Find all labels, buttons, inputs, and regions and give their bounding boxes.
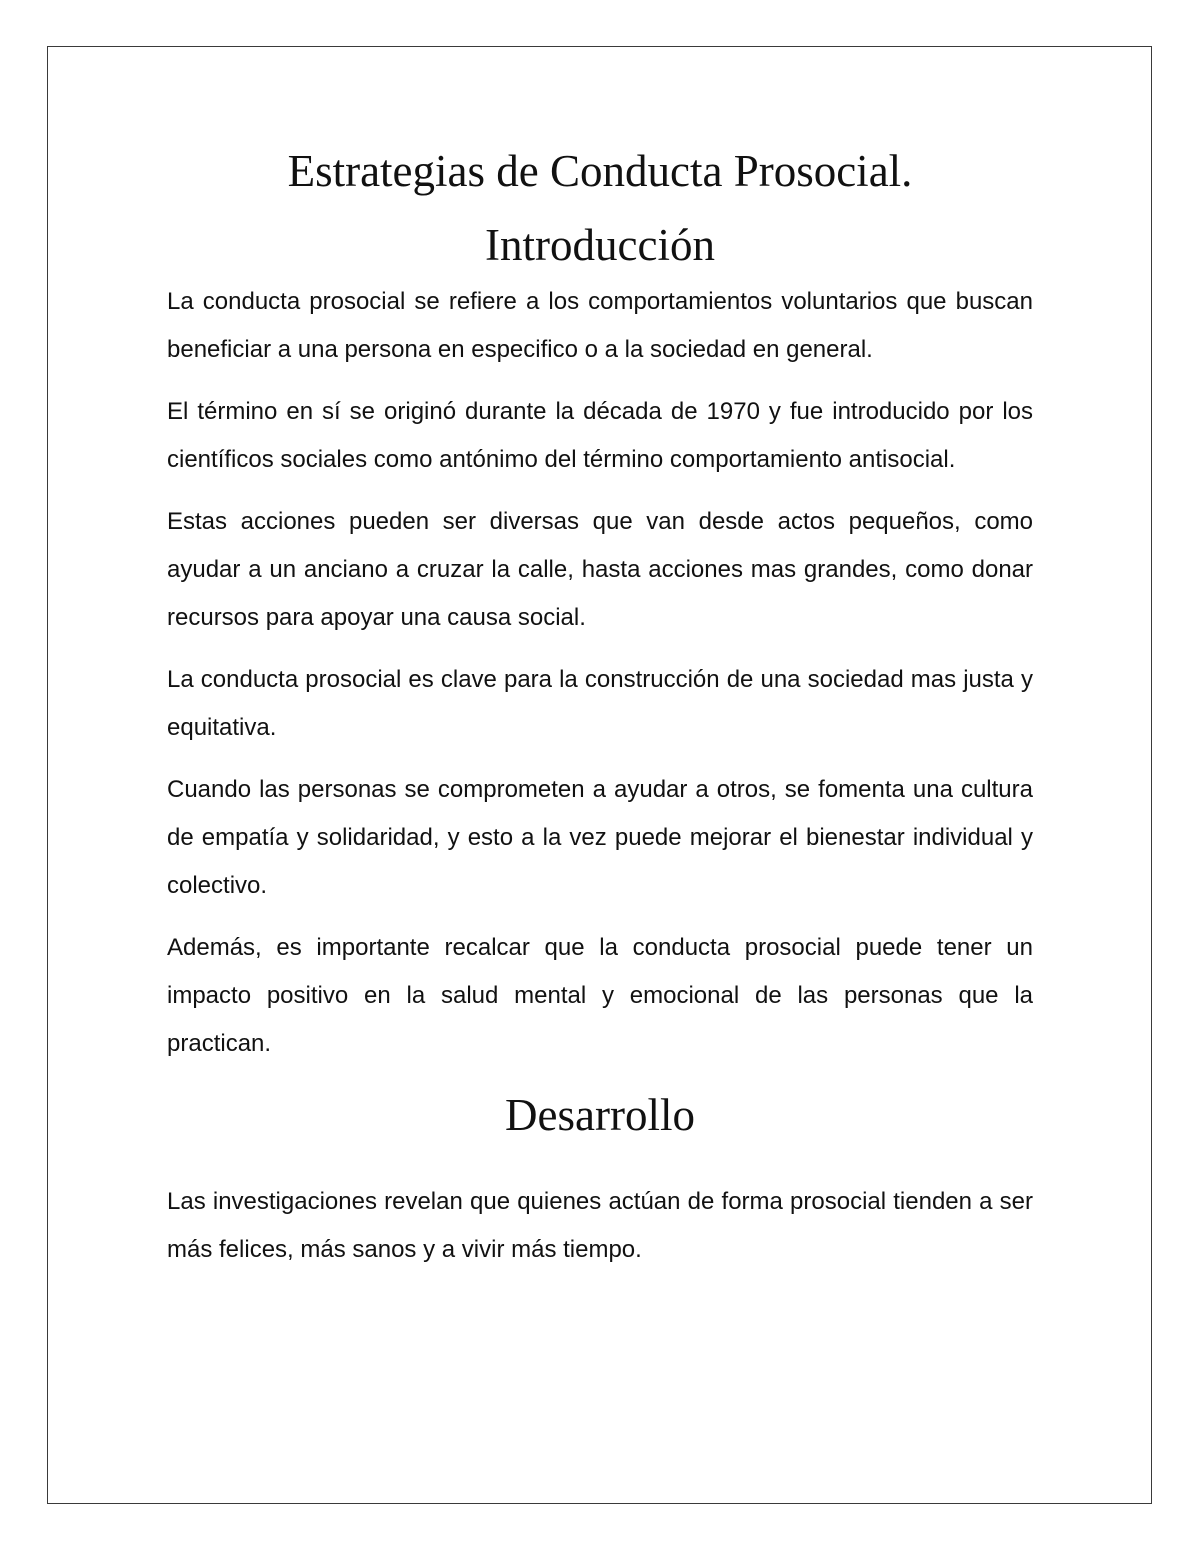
paragraph: Cuando las personas se comprometen a ayudar a otros, se fomenta una cultura de empatía y solidaridad, y esto a la vez puede mejorar el bienestar individual y colectivo. — [167, 776, 1033, 899]
paragraph: Las investigaciones revelan que quienes actúan de forma prosocial tienden a ser más felices, más sanos y a vivir más tiempo. — [167, 1188, 1033, 1263]
document-title: Estrategias de Conducta Prosocial. — [287, 146, 913, 196]
paragraph: Estas acciones pueden ser diversas que van desde actos pequeños, como ayudar a un anciano a cruzar la calle, hasta acciones mas grandes, como donar recursos para apoyar una causa social. — [167, 508, 1033, 631]
section-heading-desarrollo: Desarrollo — [505, 1090, 695, 1140]
section-heading-introduccion: Introducción — [485, 220, 715, 270]
section-introduccion — [167, 278, 1033, 1068]
paragraph: Además, es importante recalcar que la conducta prosocial puede tener un impacto positivo en la salud mental y emocional de las personas que la practican. — [167, 934, 1033, 1057]
paragraph: La conducta prosocial se refiere a los comportamientos voluntarios que buscan beneficiar a una persona en especifico o a la sociedad en general. — [167, 288, 1033, 363]
section-desarrollo — [167, 1178, 1033, 1274]
paragraph: El término en sí se originó durante la década de 1970 y fue introducido por los científicos sociales como antónimo del término comportamiento antisocial. — [167, 398, 1033, 473]
paragraph: La conducta prosocial es clave para la construcción de una sociedad mas justa y equitativa. — [167, 666, 1033, 741]
document-body — [167, 138, 1033, 1288]
